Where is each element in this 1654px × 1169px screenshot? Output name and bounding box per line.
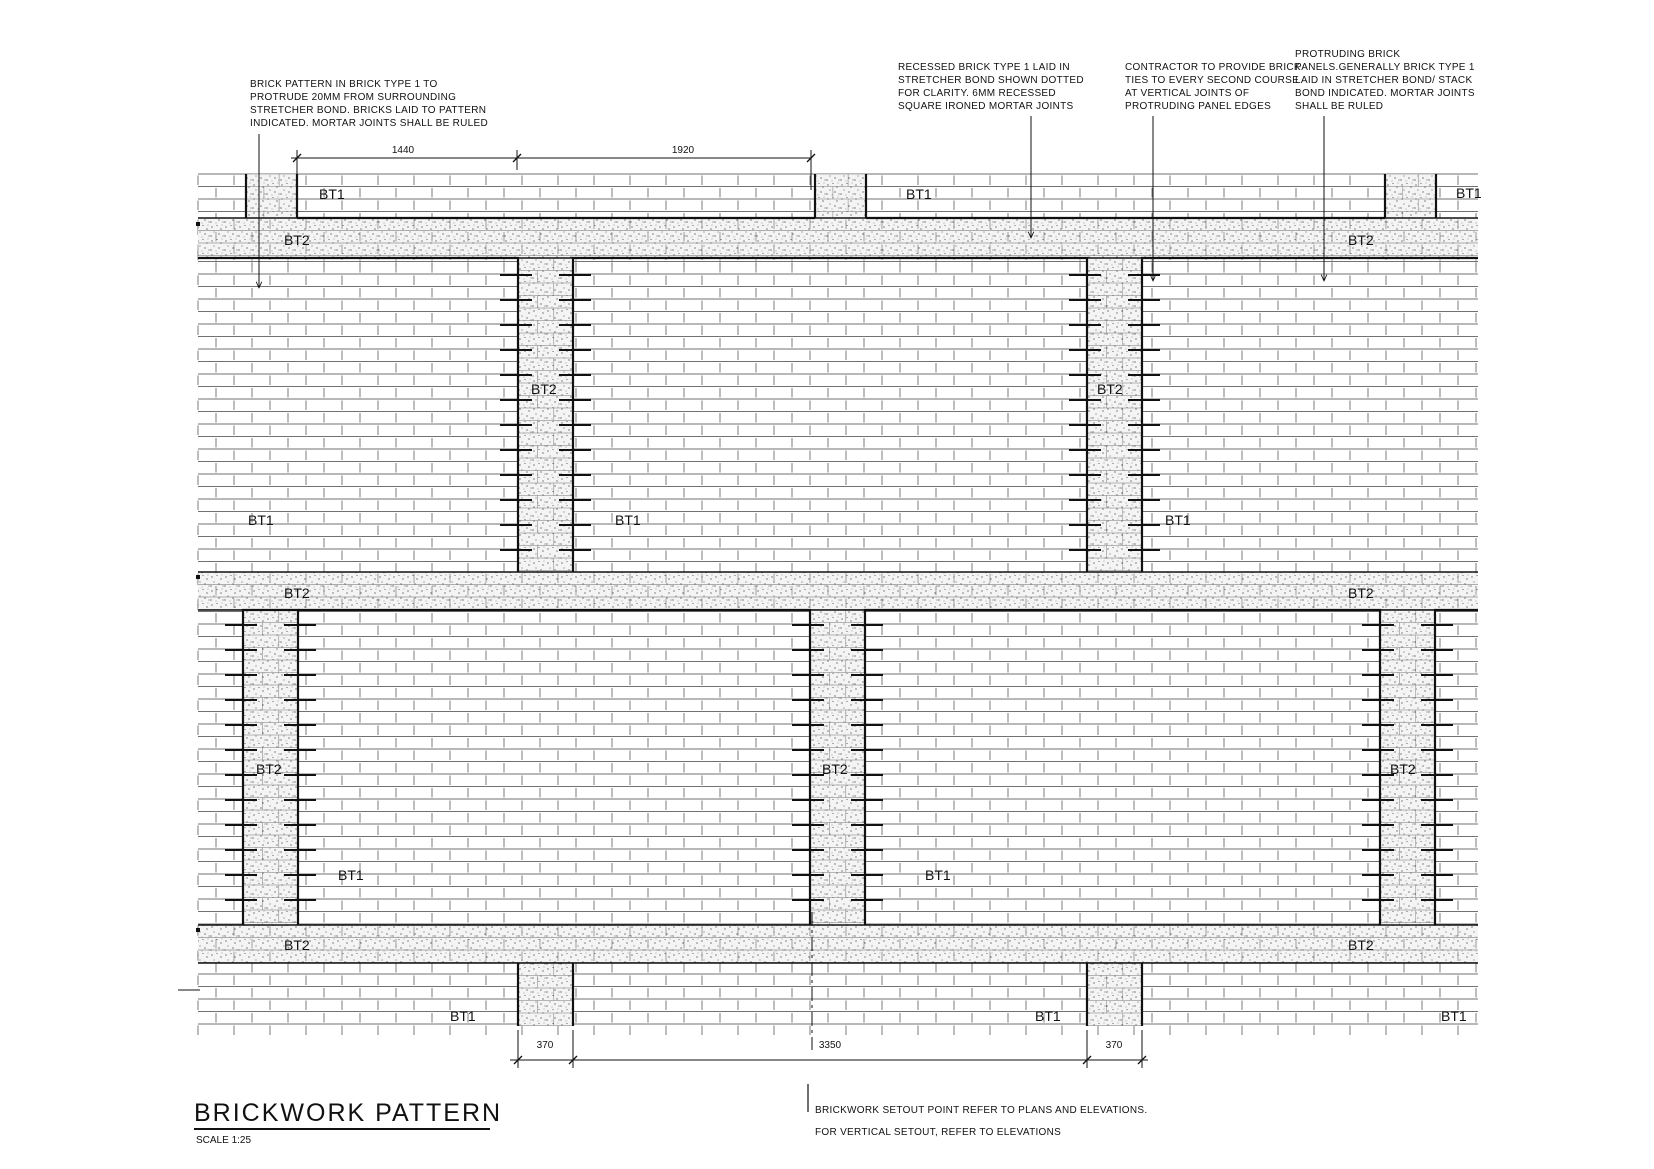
dim-label-370-left: 370 bbox=[536, 1040, 554, 1051]
note-brick-ties bbox=[1125, 61, 1301, 113]
bt2-pier bbox=[1087, 963, 1142, 1026]
note-recessed-brick bbox=[898, 61, 1084, 113]
title-underline bbox=[194, 1128, 490, 1130]
note-protruding-panels bbox=[1295, 48, 1475, 113]
bt1-label: BT1 bbox=[319, 186, 345, 202]
note-line: AT VERTICAL JOINTS OF bbox=[1125, 88, 1250, 99]
bt2-label: BT2 bbox=[531, 381, 557, 397]
bt2-label: BT2 bbox=[822, 761, 848, 777]
band-end-mark bbox=[196, 222, 200, 226]
bt2-band bbox=[198, 925, 1478, 963]
bt1-label: BT1 bbox=[338, 867, 364, 883]
dim-extension bbox=[297, 150, 811, 190]
bt2-label: BT2 bbox=[256, 761, 282, 777]
bt1-label: BT1 bbox=[1035, 1008, 1061, 1024]
bt2-band bbox=[198, 572, 1478, 610]
bt2-label: BT2 bbox=[1390, 761, 1416, 777]
bt1-label: BT1 bbox=[248, 512, 274, 528]
note-line: SQUARE IRONED MORTAR JOINTS bbox=[898, 101, 1074, 112]
note-line: PROTRUDING PANEL EDGES bbox=[1125, 101, 1272, 112]
panel-edge bbox=[573, 258, 1087, 572]
setout-line: FOR VERTICAL SETOUT, REFER TO ELEVATIONS bbox=[815, 1127, 1062, 1138]
bt2-label: BT2 bbox=[1097, 381, 1123, 397]
setout-line: BRICKWORK SETOUT POINT REFER TO PLANS AND ELEVATIONS. bbox=[815, 1105, 1148, 1116]
dim-label-1440: 1440 bbox=[391, 145, 415, 156]
bt2-label: BT2 bbox=[284, 585, 310, 601]
note-line: PANELS.GENERALLY BRICK TYPE 1 bbox=[1295, 62, 1475, 73]
note-line: RECESSED BRICK TYPE 1 LAID IN bbox=[898, 62, 1070, 73]
note-line: TIES TO EVERY SECOND COURSE bbox=[1125, 75, 1300, 86]
bt2-label: BT2 bbox=[1348, 232, 1374, 248]
dim-label-370-right: 370 bbox=[1105, 1040, 1123, 1051]
bt1-label: BT1 bbox=[925, 867, 951, 883]
band-end-mark bbox=[196, 575, 200, 579]
bt2-label: BT2 bbox=[1348, 937, 1374, 953]
band-end-mark bbox=[196, 928, 200, 932]
drawing-scale: SCALE 1:25 bbox=[196, 1135, 252, 1146]
note-line: INDICATED. MORTAR JOINTS SHALL BE RULED bbox=[250, 118, 489, 129]
note-line: PROTRUDING BRICK bbox=[1295, 49, 1401, 60]
bt1-label: BT1 bbox=[1456, 185, 1482, 201]
panel-edge bbox=[198, 258, 518, 572]
drawing-title: BRICKWORK PATTERN bbox=[194, 1099, 503, 1127]
note-line: FOR CLARITY. 6MM RECESSED bbox=[898, 88, 1056, 99]
note-line: PROTRUDE 20MM FROM SURROUNDING bbox=[250, 92, 457, 103]
bt1-label: BT1 bbox=[450, 1008, 476, 1024]
note-brick-pattern bbox=[250, 78, 488, 130]
bt2-band bbox=[198, 218, 1478, 258]
bt1-label: BT1 bbox=[1165, 512, 1191, 528]
dimension-lines bbox=[178, 150, 1148, 1112]
bt1-label: BT1 bbox=[906, 186, 932, 202]
note-line: STRETCHER BOND SHOWN DOTTED bbox=[898, 75, 1084, 86]
note-line: SHALL BE RULED bbox=[1295, 101, 1384, 112]
note-line: LAID IN STRETCHER BOND/ STACK bbox=[1295, 75, 1473, 86]
dim-label-1920: 1920 bbox=[671, 145, 695, 156]
bt2-label: BT2 bbox=[1348, 585, 1374, 601]
panel-edge bbox=[1435, 610, 1478, 925]
note-leaders bbox=[259, 116, 1324, 288]
bt1-label: BT1 bbox=[1441, 1008, 1467, 1024]
bt2-recessed-bands bbox=[198, 174, 1478, 1026]
bt2-pier bbox=[518, 963, 573, 1026]
note-line: BOND INDICATED. MORTAR JOINTS bbox=[1295, 88, 1475, 99]
bt2-label: BT2 bbox=[284, 937, 310, 953]
note-line: CONTRACTOR TO PROVIDE BRICK bbox=[1125, 62, 1301, 73]
note-line: STRETCHER BOND. BRICKS LAID TO PATTERN bbox=[250, 105, 487, 116]
setout-note bbox=[815, 1100, 1147, 1144]
dim-label-3350: 3350 bbox=[818, 1040, 842, 1051]
panel-edge bbox=[298, 610, 810, 925]
note-line: BRICK PATTERN IN BRICK TYPE 1 TO bbox=[250, 79, 438, 90]
bt1-label: BT1 bbox=[615, 512, 641, 528]
panel-edge bbox=[1142, 258, 1478, 572]
bt2-label: BT2 bbox=[284, 232, 310, 248]
